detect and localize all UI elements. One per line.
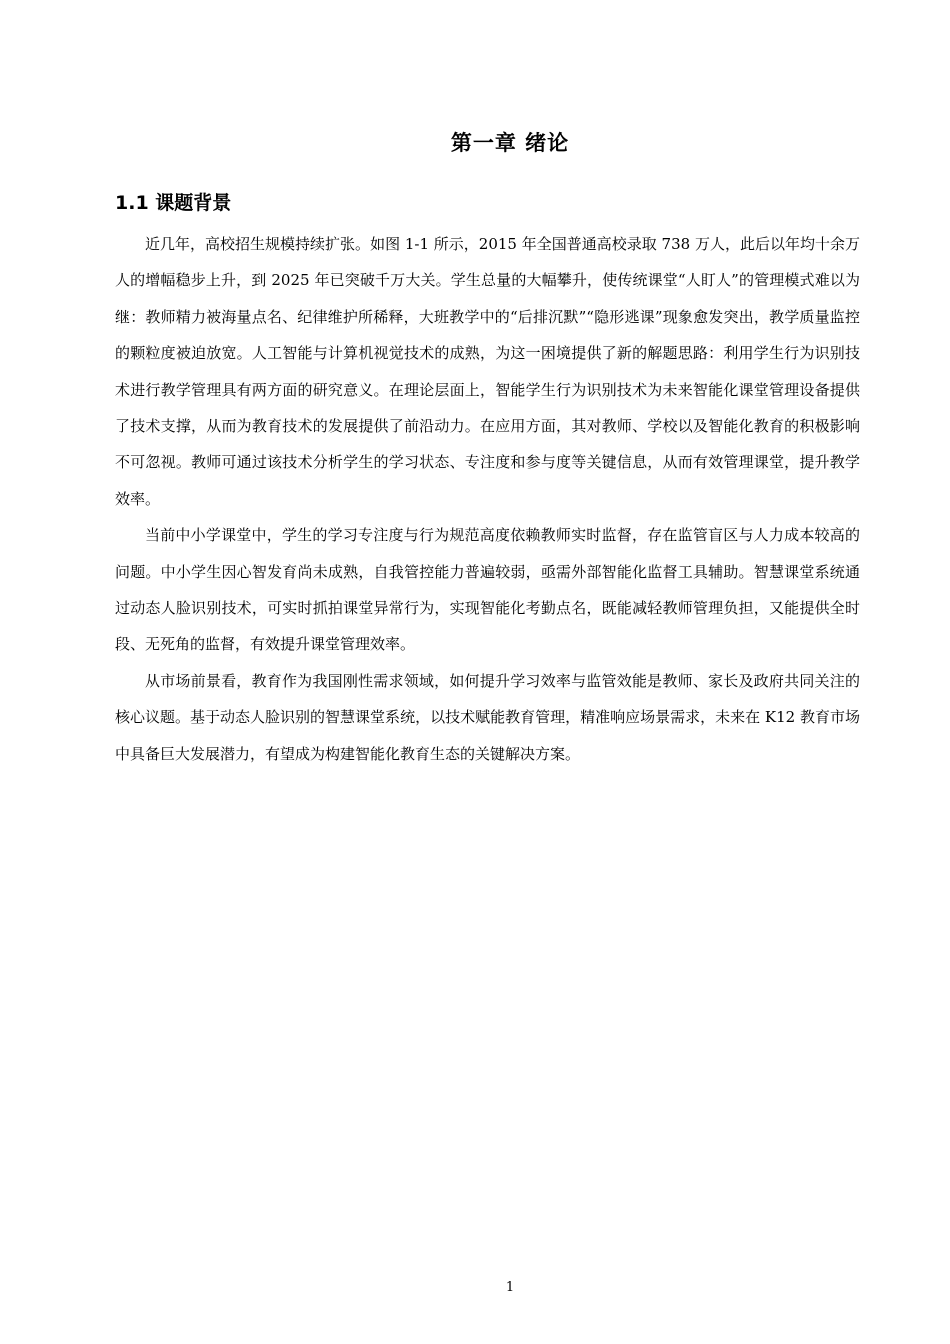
paragraph: 从市场前景看，教育作为我国刚性需求领域，如何提升学习效率与监管效能是教师、家长及政府共同关注的核心议题。基于动态人脸识别的智慧课堂系统，以技术赋能教育管理，精准响应场景需求，未来在 K12 教育市场中具备巨大发展潜力，有望成为构建智能化教育生态的关键解决方案。 — [115, 671, 860, 763]
body-text — [115, 226, 860, 772]
page-number: 1 — [505, 1280, 515, 1295]
section-title: 1.1 课题背景 — [115, 192, 232, 214]
paragraph: 当前中小学课堂中，学生的学习专注度与行为规范高度依赖教师实时监督，存在监管盲区与人力成本较高的问题。中小学生因心智发育尚未成熟，自我管控能力普遍较弱，亟需外部智能化监督工具辅助。智慧课堂系统通过动态人脸识别技术，可实时抓拍课堂异常行为，实现智能化考勤点名，既能减轻教师管理负担，又能提供全时段、无死角的监督，有效提升课堂管理效率。 — [115, 526, 860, 654]
paragraph: 近几年，高校招生规模持续扩张。如图 1-1 所示，2015 年全国普通高校录取 738 万人，此后以年均十余万人的增幅稳步上升，到 2025 年已突破千万大关。学生总量的大幅攀升，使传统课堂“人盯人”的管理模式难以为继：教师精力被海量点名、纪律维护所稀释，大班教学中的“后排沉默”“隐形逃课”现象愈发突出，教学质量监控的颗粒度被迫放宽。人工智能与计算机视觉技术的成熟，为这一困境提供了新的解题思路：利用学生行为识别技术进行教学管理具有两方面的研究意义。在理论层面上，智能学生行为识别技术为未来智能化课堂管理设备提供了技术支撑，从而为教育技术的发展提供了前沿动力。在应用方面，其对教师、学校以及智能化教育的积极影响不可忽视。教师可通过该技术分析学生的学习状态、专注度和参与度等关键信息，从而有效管理课堂，提升教学效率。 — [115, 235, 860, 508]
chapter-title: 第一章 绪论 — [450, 131, 570, 155]
